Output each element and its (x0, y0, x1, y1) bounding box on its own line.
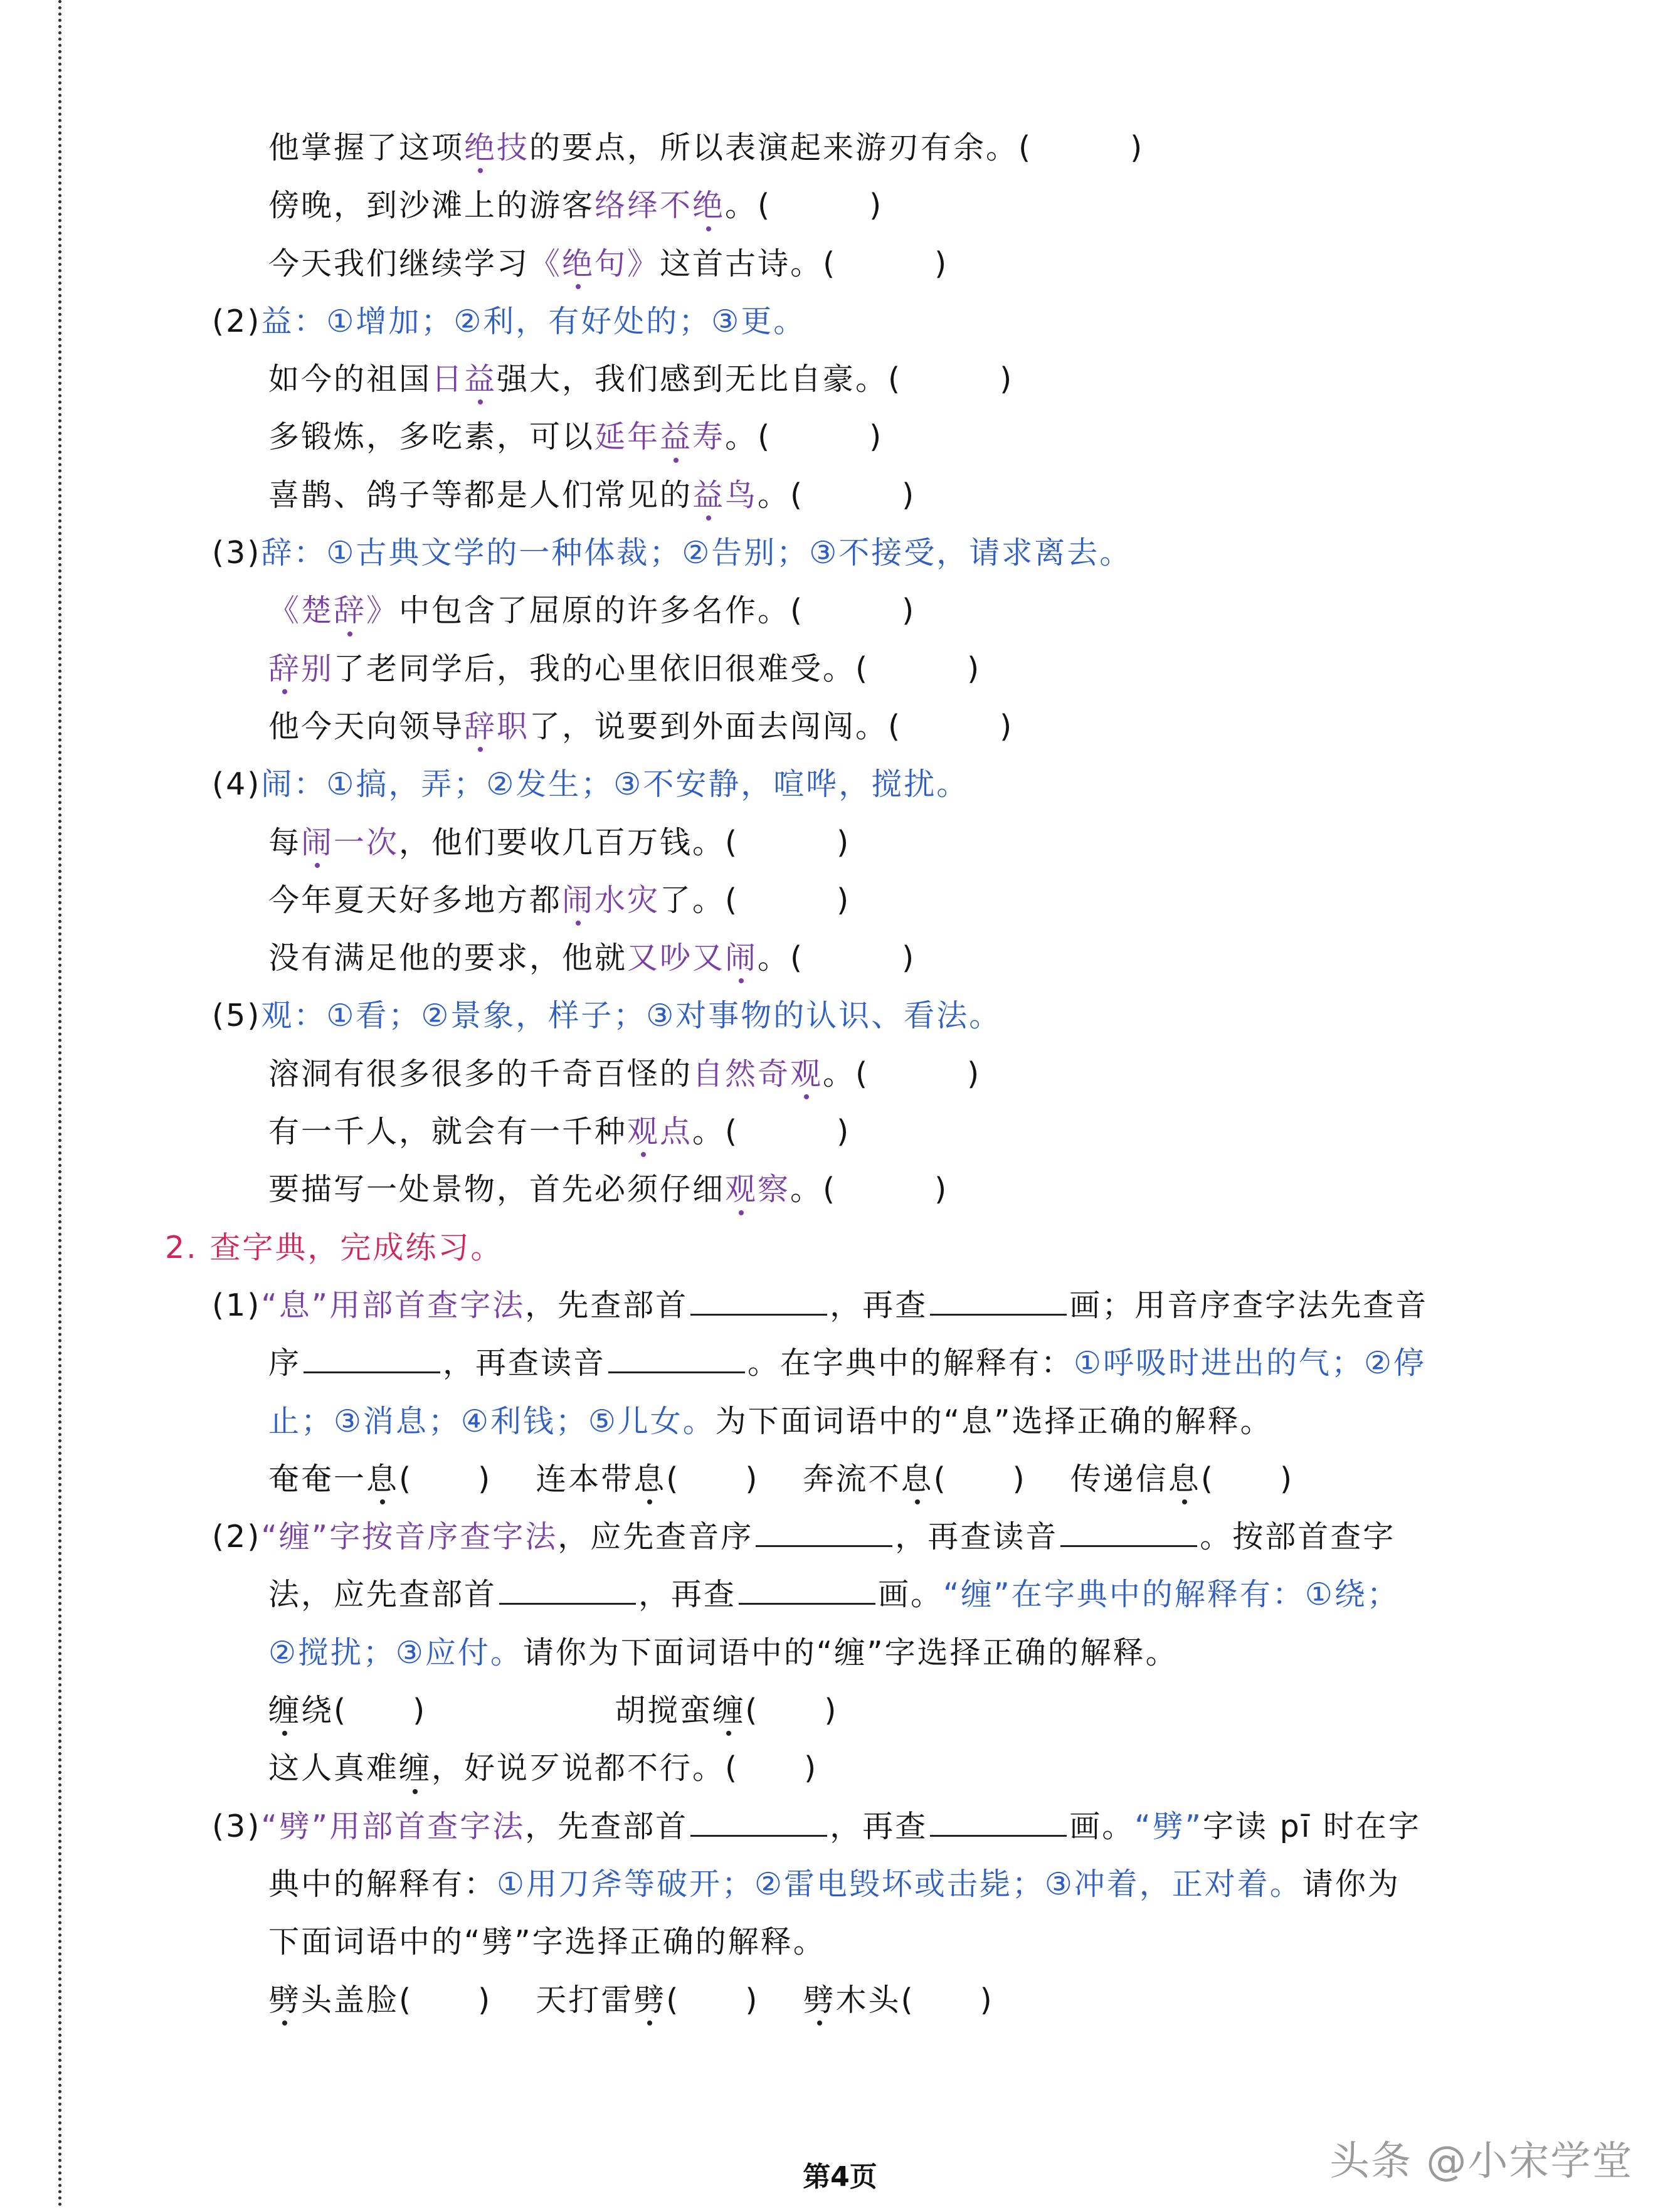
text: 字读 pī 时在字 (1203, 1808, 1421, 1844)
worksheet-line (0, 872, 1680, 929)
emphasized-char: 闹 (562, 872, 594, 929)
worksheet-line (0, 698, 1680, 756)
text: 今年夏天好多地方都 (268, 882, 563, 918)
text: 他掌握了这项 (268, 130, 465, 166)
section-heading (0, 1219, 1680, 1277)
text: 画。 (1069, 1808, 1135, 1844)
text: 傍晚，到沙滩上的游客 (268, 188, 595, 224)
text: 。( ) (725, 419, 884, 455)
definition-text: 辞：①古典文学的一种体裁；②告别；③不接受，请求离去。 (261, 535, 1133, 571)
emphasized-char: 益 (660, 408, 692, 466)
worksheet-line (0, 1624, 1680, 1682)
question-item (0, 524, 1680, 582)
worksheet-content (0, 119, 1680, 2029)
question-item (0, 1277, 1680, 1334)
text: (3) (212, 535, 262, 571)
text: (5) (212, 998, 262, 1034)
emphasized-char: 劈 (268, 1972, 301, 2029)
worksheet-line (0, 1103, 1680, 1161)
worksheet-line (0, 1913, 1680, 1971)
text: 画；用音序查字法先查音 (1069, 1287, 1429, 1323)
worksheet-line (0, 1450, 1680, 1508)
text: 有一千人，就会有一千种 (268, 1114, 628, 1150)
highlight-text: 又吵又 (627, 940, 726, 976)
emphasized-char: 劈 (803, 1972, 836, 2029)
emphasized-char: 息 (901, 1450, 934, 1508)
text: 典中的解释有： (268, 1866, 497, 1902)
answer-blank[interactable] (690, 1806, 827, 1837)
highlight-text: 别 (301, 650, 334, 687)
highlight-text: 《 (529, 245, 563, 282)
emphasized-char: 观 (725, 1161, 758, 1218)
text: ，先查部首 (525, 1287, 689, 1323)
text: 绕( ) (301, 1693, 427, 1729)
text: ，他们要收几百万钱。( ) (399, 824, 851, 860)
emphasized-char: 益 (464, 351, 497, 408)
text: 。( ) (790, 1171, 949, 1208)
text: ( ) (666, 1461, 759, 1497)
text: 胡搅蛮 (615, 1693, 713, 1729)
answer-blank[interactable] (499, 1574, 636, 1605)
worksheet-line (0, 408, 1680, 466)
emphasized-char: 绝 (464, 119, 497, 177)
text: 法，应先查部首 (268, 1577, 497, 1613)
text: ( ) (933, 1461, 1027, 1497)
text: (4) (212, 766, 262, 803)
highlight-text: 延年 (594, 419, 660, 455)
highlight-text: 《楚 (268, 593, 334, 629)
text: 下面词语中的“劈”字选择正确的解释。 (268, 1924, 826, 1960)
text: 。在字典中的解释有： (748, 1345, 1074, 1381)
emphasized-char: 劈 (633, 1972, 666, 2029)
emphasized-char: 缠 (712, 1682, 745, 1740)
worksheet-line (0, 1045, 1680, 1103)
emphasized-char: 缠 (268, 1682, 301, 1740)
worksheet-line (0, 119, 1680, 177)
text: (1) (212, 1287, 262, 1323)
text: ( ) (666, 1982, 759, 2018)
definition-text: ①呼吸时进出的气；②停 (1074, 1345, 1426, 1381)
emphasized-char: 观 (790, 1045, 823, 1103)
text: (3) (212, 1808, 262, 1844)
definition-text: ②搅扰；③应付。 (268, 1634, 523, 1671)
emphasized-char: 绝 (562, 235, 594, 293)
answer-blank[interactable] (756, 1516, 892, 1547)
answer-blank[interactable] (304, 1343, 440, 1373)
text: 。( ) (758, 477, 916, 513)
text: 强大，我们感到无比自豪。( ) (497, 361, 1014, 398)
text: 奄奄一 (268, 1461, 367, 1497)
definition-text: 止；③消息；④利钱；⑤儿女。 (268, 1403, 716, 1439)
worksheet-line (0, 1740, 1680, 1797)
worksheet-line (0, 1856, 1680, 1913)
worksheet-line (0, 814, 1680, 872)
text: ，好说歹说都不行。( ) (431, 1750, 818, 1787)
highlight-text: 水灾 (594, 882, 660, 918)
text: (2) (212, 1519, 262, 1555)
worksheet-line (0, 351, 1680, 408)
answer-blank[interactable] (690, 1285, 827, 1316)
definition-text: “劈” (1134, 1808, 1203, 1844)
text: 连本带 (536, 1461, 634, 1497)
definition-text: ①用刀斧等破开；②雷电毁坏或击毙；③冲着，正对着。 (497, 1866, 1302, 1902)
text: 没有满足他的要求，他就 (268, 940, 628, 976)
text: 为下面词语中的“息”选择正确的解释。 (715, 1403, 1273, 1439)
worksheet-line (0, 235, 1680, 293)
text: 序 (268, 1345, 302, 1381)
emphasized-char: 息 (366, 1450, 399, 1508)
text: 了，说要到外面去闯闯。( ) (529, 708, 1014, 744)
text: 要描写一处景物，首先必须仔细 (268, 1171, 726, 1208)
highlight-text: 技 (497, 130, 530, 166)
text: 今天我们继续学习 (268, 245, 530, 282)
text: 请你为 (1302, 1866, 1400, 1902)
text: 。按部首查字 (1200, 1519, 1396, 1555)
emphasized-char: 辞 (464, 698, 497, 756)
emphasized-char: 闹 (725, 929, 758, 987)
answer-blank[interactable] (930, 1285, 1067, 1316)
definition-text: 闹：①搞，弄；②发生；③不安静，喧哗，搅扰。 (261, 766, 969, 803)
highlight-text: 察 (758, 1171, 791, 1208)
question-item (0, 987, 1680, 1045)
watermark: 头条 @小宋学堂 (1329, 2138, 1634, 2185)
text: 的要点，所以表演起来游刃有余。( ) (529, 130, 1144, 166)
text: 如今的祖国 (268, 361, 432, 398)
highlight-text: 日 (431, 361, 465, 398)
highlight-text: 一次 (334, 824, 399, 860)
text: 。( ) (823, 1055, 981, 1092)
worksheet-line (0, 1334, 1680, 1392)
text: 画。 (878, 1577, 944, 1613)
text: ，先查部首 (525, 1808, 689, 1844)
answer-blank[interactable] (608, 1343, 745, 1373)
text: ，再查 (830, 1808, 928, 1844)
answer-blank[interactable] (739, 1574, 875, 1605)
emphasized-char: 辞 (334, 582, 366, 640)
text: 每 (268, 824, 302, 860)
emphasized-char: 息 (633, 1450, 666, 1508)
answer-blank[interactable] (930, 1806, 1067, 1837)
text: ( ) (745, 1693, 838, 1729)
emphasized-char: 绝 (692, 177, 725, 235)
worksheet-line (0, 1972, 1680, 2029)
text: 请你为下面词语中的“缠”字选择正确的解释。 (522, 1634, 1178, 1671)
text: ，再查读音 (443, 1345, 606, 1381)
text: 他今天向领导 (268, 708, 465, 744)
highlight-text: 》 (366, 593, 399, 629)
worksheet-line (0, 467, 1680, 524)
worksheet-line (0, 1682, 1680, 1740)
emphasized-char: 益 (692, 467, 725, 524)
page-number: 第4页 (803, 2161, 877, 2193)
text: ( ) (399, 1461, 492, 1497)
emphasized-char: 观 (627, 1103, 660, 1161)
definition-text: “缠”在字典中的解释有：①绕； (943, 1577, 1400, 1613)
highlight-text: 自然奇 (692, 1055, 791, 1092)
worksheet-line (0, 1393, 1680, 1450)
answer-blank[interactable] (1060, 1516, 1197, 1547)
emphasized-char: 息 (1168, 1450, 1201, 1508)
question-item (0, 756, 1680, 813)
text: 。( ) (692, 1114, 851, 1150)
worksheet-line (0, 1566, 1680, 1624)
worksheet-line (0, 929, 1680, 987)
text: 这人真难 (268, 1750, 399, 1787)
text: 这首古诗。( ) (660, 245, 949, 282)
emphasized-char: 辞 (268, 640, 301, 698)
highlight-text: 寿 (692, 419, 726, 455)
emphasized-char: 闹 (301, 814, 334, 872)
text: ，再查 (830, 1287, 928, 1323)
question-item (0, 293, 1680, 351)
worksheet-line (0, 1161, 1680, 1218)
text: 中包含了屈原的许多名作。( ) (399, 593, 916, 629)
text: 了。( ) (660, 882, 851, 918)
definition-text: 观：①看；②景象，样子；③对事物的认识、看法。 (261, 998, 1002, 1034)
text: 了老同学后，我的心里依旧很难受。( ) (334, 650, 981, 687)
question-item (0, 1508, 1680, 1566)
text: ，再查读音 (895, 1519, 1059, 1555)
text: ，应先查音序 (557, 1519, 754, 1555)
text: (2) (212, 303, 262, 339)
text: 。( ) (758, 940, 916, 976)
highlight-text: 句》 (594, 245, 660, 282)
text: 木头( ) (835, 1982, 994, 2018)
emphasized-char: 缠 (399, 1740, 431, 1797)
highlight-text: 点 (660, 1114, 693, 1150)
heading-text: 2. 查字典，完成练习。 (165, 1229, 504, 1265)
highlight-text: “息”用部首查字法 (261, 1287, 526, 1323)
highlight-text: “缠”字按音序查字法 (261, 1519, 558, 1555)
worksheet-line (0, 177, 1680, 235)
worksheet-line (0, 582, 1680, 640)
text: 多锻炼，多吃素，可以 (268, 419, 595, 455)
text: ，再查 (638, 1577, 737, 1613)
text: 溶洞有很多很多的千奇百怪的 (268, 1055, 693, 1092)
text: 。( ) (725, 188, 884, 224)
text: 传递信 (1070, 1461, 1168, 1497)
highlight-text: 职 (497, 708, 530, 744)
question-item (0, 1798, 1680, 1856)
worksheet-line (0, 640, 1680, 698)
definition-text: 益：①增加；②利，有好处的；③更。 (261, 303, 806, 339)
highlight-text: 络绎不 (594, 188, 693, 224)
text: 头盖脸( ) (301, 1982, 492, 2018)
text: 喜鹊、鸽子等都是人们常见的 (268, 477, 693, 513)
text: 天打雷 (536, 1982, 634, 2018)
text: 奔流不 (803, 1461, 901, 1497)
text: ( ) (1200, 1461, 1294, 1497)
highlight-text: “劈”用部首查字法 (261, 1808, 526, 1844)
highlight-text: 鸟 (725, 477, 758, 513)
